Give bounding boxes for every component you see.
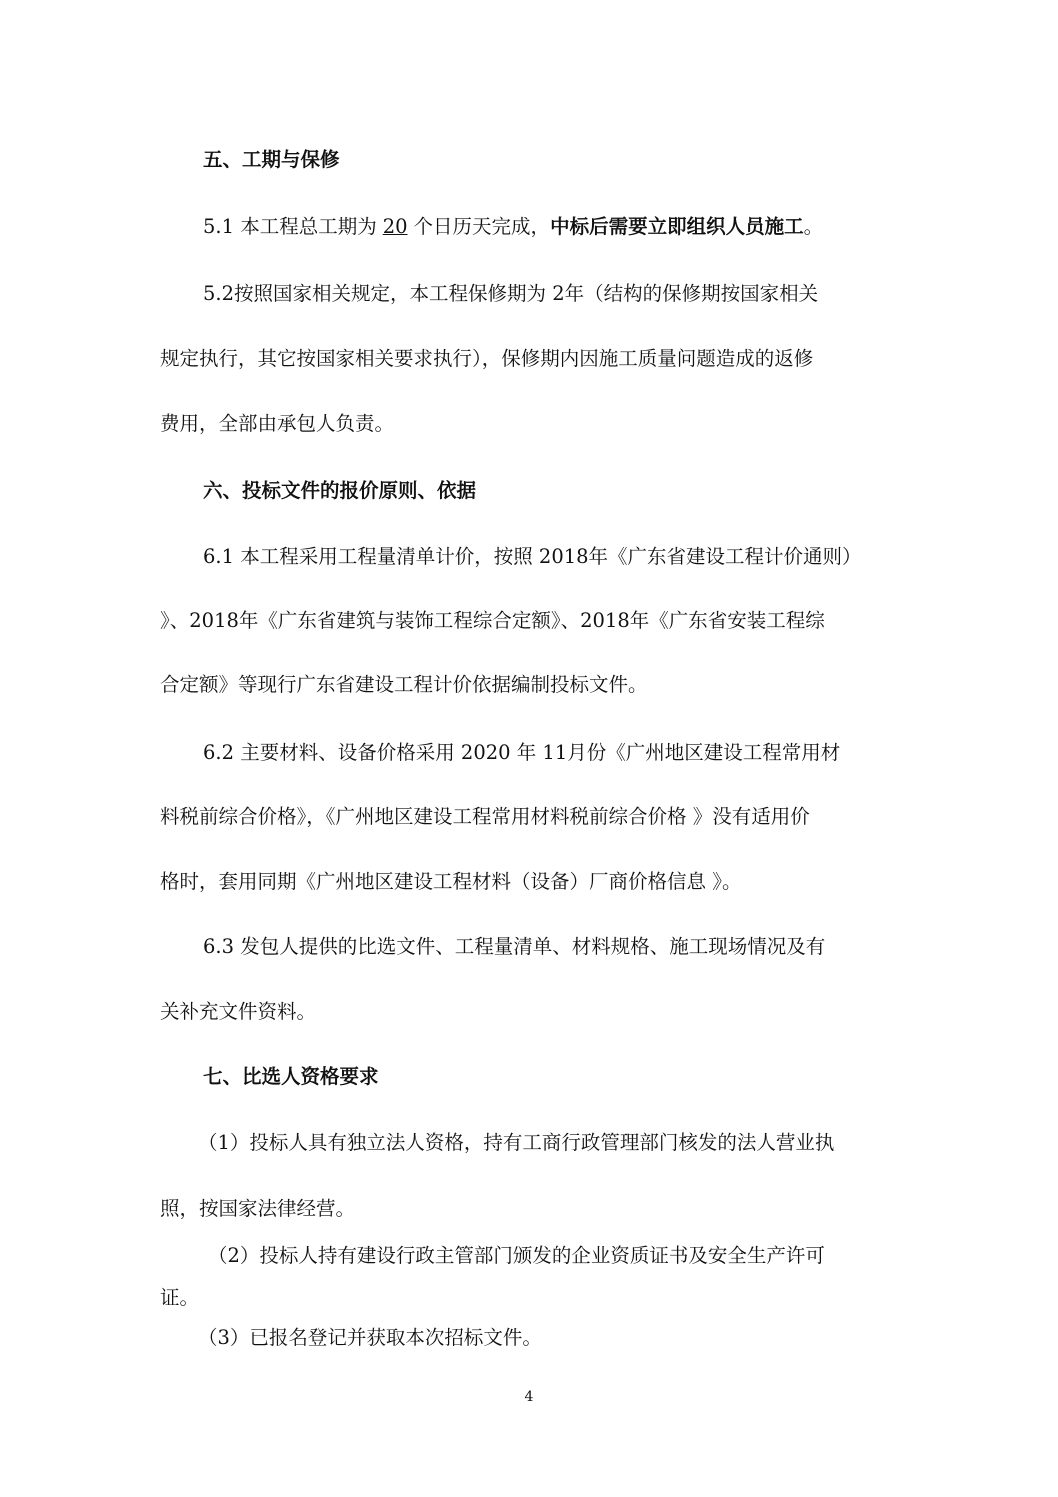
paragraph-7-3: （3）已报名登记并获取本次招标文件。: [198, 1326, 542, 1349]
underlined-days: 20: [382, 215, 408, 238]
paragraph-5-2-line-2: 规定执行，其它按国家相关要求执行），保修期内因施工质量问题造成的返修: [160, 347, 814, 370]
paragraph-6-2-line-3: 格时，套用同期《广州地区建设工程材料（设备）厂商价格信息 》。: [160, 870, 742, 893]
text: 。: [803, 215, 824, 238]
paragraph-6-1-line-2: 》、2018年《广东省建筑与装饰工程综合定额》、2018年《广东省安装工程综: [160, 609, 825, 632]
paragraph-6-2-line-2: 料税前综合价格》，《广州地区建设工程常用材料税前综合价格 》没有适用价: [160, 805, 810, 828]
paragraph-6-3-line-2: 关补充文件资料。: [160, 1000, 317, 1023]
paragraph-6-2-line-1: 6.2 主要材料、设备价格采用 2020 年 11月份《广州地区建设工程常用材: [203, 741, 841, 764]
section-heading-6: 六、投标文件的报价原则、依据: [203, 479, 477, 502]
section-heading-7: 七、比选人资格要求: [203, 1065, 379, 1088]
section-heading-5: 五、工期与保修: [203, 148, 340, 171]
paragraph-6-1-line-1: 6.1 本工程采用工程量清单计价，按照 2018年《广东省建设工程计价通则）: [203, 545, 862, 568]
paragraph-7-1-line-1: （1）投标人具有独立法人资格，持有工商行政管理部门核发的法人营业执: [198, 1131, 835, 1154]
paragraph-6-3-line-1: 6.3 发包人提供的比选文件、工程量清单、材料规格、施工现场情况及有: [203, 935, 826, 958]
paragraph-7-2-line-1: （2）投标人持有建设行政主管部门颁发的企业资质证书及安全生产许可: [208, 1244, 825, 1267]
paragraph-5-1: [203, 214, 823, 240]
bold-text: 中标后需要立即组织人员施工: [550, 215, 804, 238]
paragraph-7-2-line-2: 证。: [160, 1286, 200, 1309]
paragraph-5-2-line-3: 费用，全部由承包人负责。: [160, 412, 395, 435]
paragraph-6-1-line-3: 合定额》等现行广东省建设工程计价依据编制投标文件。: [160, 673, 648, 696]
paragraph-5-2-line-1: 5.2按照国家相关规定，本工程保修期为 2年（结构的保修期按国家相关: [203, 282, 819, 305]
text: 5.1 本工程总工期为: [203, 215, 377, 238]
page-number: 4: [524, 1389, 534, 1405]
text: 个日历天完成，: [413, 215, 551, 238]
paragraph-7-1-line-2: 照，按国家法律经营。: [160, 1197, 356, 1220]
